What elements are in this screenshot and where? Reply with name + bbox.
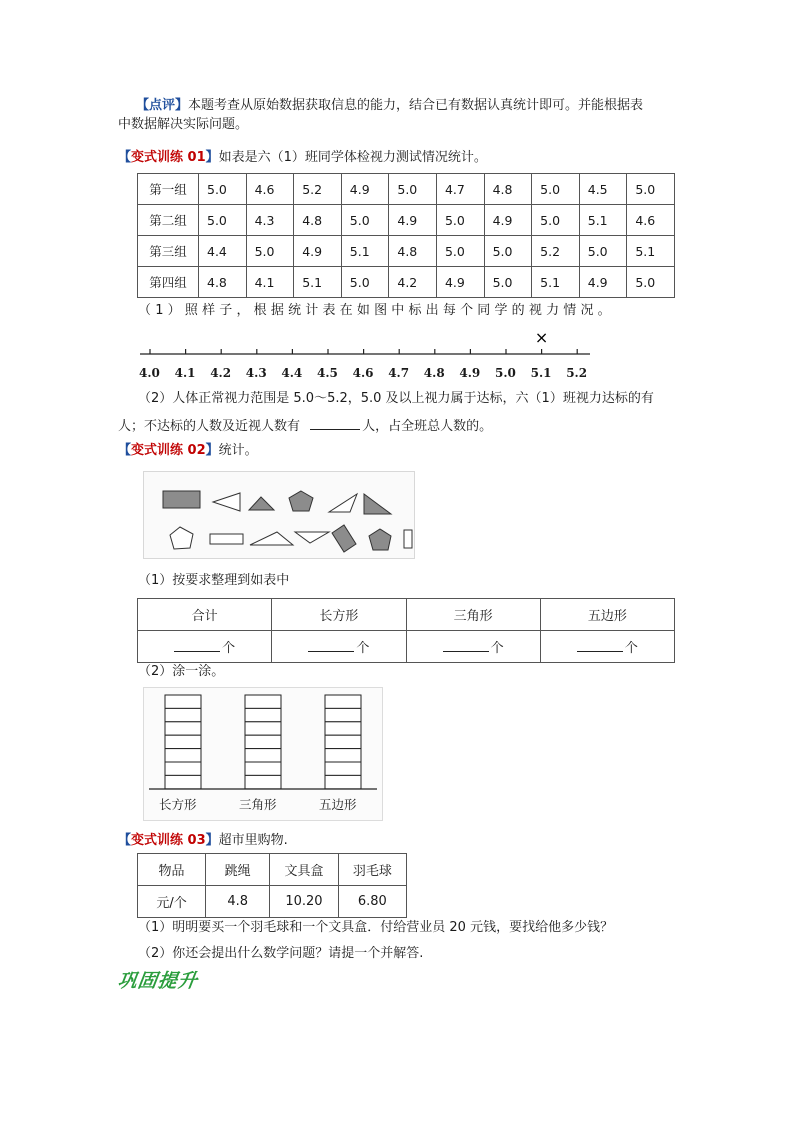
ex1-q2-line1: （2）人体正常视力范围是 5.0～5.2，5.0 及以上视力属于达标，六（1）班视力达标的有 [138, 391, 654, 406]
bar-column-label: 五边形 [319, 797, 357, 812]
ex3-q1: （1）明明要买一个羽毛球和一个文具盒．付给营业员 20 元钱，要找给他多少钱？ [138, 920, 614, 935]
number-line-label: 4.6 [352, 366, 374, 380]
vision-value: 4.3 [246, 205, 294, 236]
vision-value: 4.1 [246, 267, 294, 298]
group-label: 第一组 [138, 174, 199, 205]
vision-value: 5.0 [484, 267, 532, 298]
section-title: 巩固提升 [116, 970, 200, 992]
vision-value: 5.0 [532, 174, 580, 205]
vision-value: 4.4 [199, 236, 247, 267]
vision-value: 4.9 [579, 267, 627, 298]
number-line-label: 4.8 [423, 366, 445, 380]
vision-row [138, 236, 675, 267]
review-line1: 本题考查从原始数据获取信息的能力，结合已有数据认真统计即可。并能根据表 [188, 98, 644, 113]
number-line-label: 4.9 [459, 366, 481, 380]
ex1-q1: （1）照样子，根据统计表在如图中标出每个同学的视力情况。 [138, 303, 615, 318]
vision-value: 4.8 [389, 236, 437, 267]
number-line-label: 4.1 [174, 366, 196, 380]
vision-value: 5.0 [436, 236, 484, 267]
bar-column-label: 长方形 [159, 797, 197, 812]
vision-value: 5.0 [389, 174, 437, 205]
coloring-cell[interactable] [325, 775, 361, 788]
shop-price-cell: 10.20 [270, 886, 338, 918]
vision-value: 5.0 [199, 174, 247, 205]
vision-value: 4.6 [246, 174, 294, 205]
summary-header-total: 合计 [138, 599, 272, 631]
ex2-heading [118, 442, 258, 460]
review-line2: 中数据解决实际问题。 [118, 117, 249, 132]
unit-label: 个 [222, 641, 236, 656]
coloring-cell[interactable] [245, 708, 281, 721]
ex1-heading [118, 149, 487, 167]
review-paragraph [136, 97, 643, 115]
answer-blank[interactable] [174, 639, 220, 652]
ex1-tag-open: 【 [118, 150, 132, 165]
vision-value: 5.0 [246, 236, 294, 267]
ex1-q2-line2 [118, 417, 492, 436]
vision-value: 5.0 [341, 267, 389, 298]
answer-blank[interactable] [443, 639, 489, 652]
coloring-cell[interactable] [165, 708, 201, 721]
vision-value: 4.8 [294, 205, 342, 236]
ex3-intro: 超市里购物. [218, 833, 288, 848]
summary-answer-rectangle[interactable] [272, 631, 406, 663]
vision-value: 5.0 [199, 205, 247, 236]
shapes-figure [143, 471, 415, 559]
vision-value: 4.7 [436, 174, 484, 205]
vision-value: 5.1 [294, 267, 342, 298]
number-line-label: 4.7 [388, 366, 410, 380]
vision-value: 4.8 [484, 174, 532, 205]
vision-value: 5.0 [579, 236, 627, 267]
coloring-cell[interactable] [245, 722, 281, 735]
vision-value: 4.9 [294, 236, 342, 267]
vision-value: 4.9 [389, 205, 437, 236]
vision-value: 4.8 [199, 267, 247, 298]
ex1-q2-line2a: 人；不达标的人数及近视人数有 [118, 419, 301, 434]
vision-row [138, 174, 675, 205]
shop-price-cell: 4.8 [206, 886, 270, 918]
ex2-tag-open: 【 [118, 443, 132, 458]
shop-price-cell: 6.80 [338, 886, 406, 918]
shop-header-cell: 文具盒 [270, 854, 338, 886]
coloring-cell[interactable] [165, 749, 201, 762]
shop-header-cell: 跳绳 [206, 854, 270, 886]
ex2-tag-close: 】 [205, 443, 219, 458]
ex1-q2-line2b: 人，占全班总人数的。 [362, 419, 493, 434]
ex2-q2: （2）涂一涂。 [138, 664, 225, 679]
answer-blank[interactable] [577, 639, 623, 652]
summary-header-row [138, 599, 675, 631]
vision-value: 5.0 [627, 174, 675, 205]
answer-blank[interactable] [308, 639, 354, 652]
vision-value: 5.0 [341, 205, 389, 236]
summary-header-pentagon: 五边形 [540, 599, 674, 631]
number-line-label: 5.1 [530, 366, 552, 380]
ex2-q1: （1）按要求整理到如表中 [138, 573, 290, 588]
coloring-cell[interactable] [245, 695, 281, 708]
vision-value: 5.0 [484, 236, 532, 267]
coloring-cell[interactable] [245, 762, 281, 775]
review-tag: 【点评】 [136, 98, 189, 113]
shop-price-row [138, 886, 407, 918]
number-line-label: 4.4 [281, 366, 303, 380]
coloring-cell[interactable] [165, 775, 201, 788]
vision-value: 4.6 [627, 205, 675, 236]
number-line-label: 5.0 [495, 366, 516, 380]
bar-column-label: 三角形 [239, 797, 277, 812]
vision-row [138, 267, 675, 298]
coloring-cell[interactable] [245, 735, 281, 748]
coloring-cell[interactable] [325, 695, 361, 708]
summary-table [137, 598, 675, 663]
group-label: 第四组 [138, 267, 199, 298]
rectangle-shape [163, 491, 200, 508]
unit-label: 个 [356, 641, 370, 656]
coloring-cell[interactable] [165, 695, 201, 708]
vision-value: 5.0 [436, 205, 484, 236]
ex3-heading [118, 832, 288, 850]
number-line [138, 326, 598, 366]
ex2-tag-text: 变式训练 02 [131, 443, 206, 458]
coloring-cell[interactable] [245, 749, 281, 762]
coloring-cell[interactable] [325, 762, 361, 775]
vision-value: 4.5 [579, 174, 627, 205]
shop-price-cell: 元/个 [138, 886, 206, 918]
shop-header-row [138, 854, 407, 886]
group-label: 第二组 [138, 205, 199, 236]
shop-header-cell: 物品 [138, 854, 206, 886]
number-line-label: 4.5 [317, 366, 338, 380]
summary-answer-triangle[interactable] [406, 631, 540, 663]
group-label: 第三组 [138, 236, 199, 267]
vision-value: 5.1 [627, 236, 675, 267]
rectangle-shape [210, 534, 243, 544]
unit-label: 个 [490, 641, 504, 656]
coloring-cell[interactable] [165, 762, 201, 775]
ex1-tag-close: 】 [205, 150, 219, 165]
vision-value: 5.0 [532, 205, 580, 236]
ex1-intro: 如表是六（1）班同学体检视力测试情况统计。 [218, 150, 487, 165]
ex3-tag-text: 变式训练 03 [131, 833, 206, 848]
summary-answer-pentagon[interactable] [540, 631, 674, 663]
vision-row [138, 205, 675, 236]
coloring-cell[interactable] [325, 749, 361, 762]
shop-header-cell: 羽毛球 [338, 854, 406, 886]
ex3-tag-close: 】 [205, 833, 219, 848]
coloring-cell[interactable] [165, 735, 201, 748]
vision-value: 4.9 [341, 174, 389, 205]
number-line-label: 4.3 [245, 366, 267, 380]
coloring-cell[interactable] [325, 722, 361, 735]
vision-table [137, 173, 675, 298]
ex2-intro: 统计。 [218, 443, 258, 458]
vision-value: 5.1 [341, 236, 389, 267]
vision-value: 5.0 [627, 267, 675, 298]
coloring-cell[interactable] [325, 735, 361, 748]
vision-value: 4.9 [484, 205, 532, 236]
number-line-label: 4.2 [210, 366, 232, 380]
vision-value: 5.1 [579, 205, 627, 236]
coloring-cell[interactable] [245, 775, 281, 788]
ex3-q2: （2）你还会提出什么数学问题？请提一个并解答. [138, 946, 424, 961]
vision-value: 5.2 [294, 174, 342, 205]
summary-header-triangle: 三角形 [406, 599, 540, 631]
ex1-tag-text: 变式训练 01 [131, 150, 206, 165]
unit-label: 个 [624, 641, 638, 656]
coloring-cell[interactable] [165, 722, 201, 735]
number-line-marker: × [534, 328, 549, 347]
number-line-label: 4.0 [139, 366, 160, 380]
ex3-tag-open: 【 [118, 833, 132, 848]
rectangle-shape [404, 530, 412, 548]
summary-answer-total[interactable] [138, 631, 272, 663]
summary-header-rectangle: 长方形 [272, 599, 406, 631]
number-line-label: 5.2 [566, 366, 588, 380]
vision-value: 4.2 [389, 267, 437, 298]
vision-value: 4.9 [436, 267, 484, 298]
answer-blank[interactable] [310, 417, 360, 430]
shop-table [137, 853, 407, 918]
vision-value: 5.2 [532, 236, 580, 267]
coloring-cell[interactable] [325, 708, 361, 721]
summary-answer-row [138, 631, 675, 663]
vision-value: 5.1 [532, 267, 580, 298]
